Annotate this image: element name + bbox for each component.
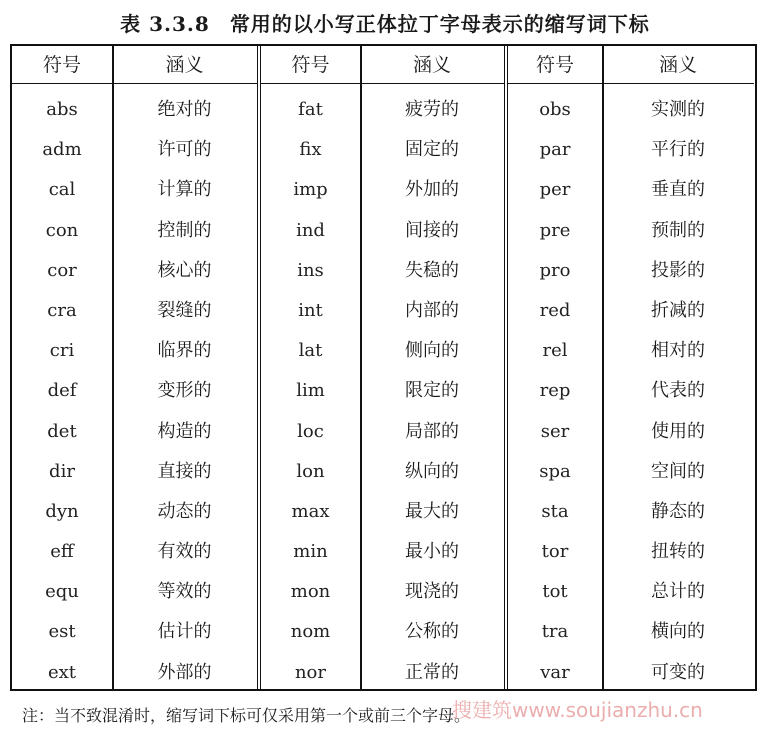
table-row <box>261 532 504 572</box>
abbreviation-cell: lim <box>296 380 325 402</box>
abbreviation-table <box>10 44 757 691</box>
meaning-cell: 核心的 <box>157 259 212 281</box>
table-number: 表 3.3.8 <box>120 12 210 36</box>
abbreviation-cell: tot <box>542 581 568 603</box>
abbreviation-cell: int <box>298 299 323 321</box>
abbreviation-cell: cal <box>48 179 76 201</box>
table-row <box>12 532 257 572</box>
table-row <box>508 331 754 371</box>
table-row <box>508 452 754 492</box>
table-row <box>12 90 257 130</box>
meaning-cell: 横向的 <box>651 621 705 643</box>
meaning-cell: 相对的 <box>651 340 705 362</box>
watermark: 搜建筑www.soujianzhu.cn <box>452 698 703 722</box>
abbreviation-cell: pro <box>539 259 571 281</box>
table-row <box>508 211 754 251</box>
table-row <box>261 130 504 170</box>
table-row <box>508 170 754 210</box>
abbreviation-cell: loc <box>297 420 324 442</box>
abbreviation-cell: rel <box>542 340 568 362</box>
abbreviation-cell: lat <box>298 340 323 362</box>
header-symbol: 符号 <box>42 54 81 76</box>
table-row <box>261 572 504 612</box>
meaning-cell: 预制的 <box>651 219 705 241</box>
table-row <box>508 291 754 331</box>
meaning-cell: 控制的 <box>157 219 212 241</box>
abbreviation-cell: fat <box>298 99 323 120</box>
meaning-cell: 等效的 <box>157 581 212 603</box>
header-meaning: 涵义 <box>658 54 697 76</box>
table-row <box>508 90 754 130</box>
abbreviation-cell: det <box>47 420 77 442</box>
table-row <box>12 130 257 170</box>
meaning-cell: 绝对的 <box>157 99 212 120</box>
table-row <box>261 211 504 251</box>
table-row <box>508 612 754 652</box>
meaning-cell: 垂直的 <box>651 179 705 201</box>
meaning-cell: 局部的 <box>405 420 459 442</box>
table-note: 注：当不致混淆时，缩写词下标可仅采用第一个或前三个字母。 <box>22 706 471 725</box>
abbreviation-cell: pre <box>539 219 571 241</box>
table-row <box>261 653 504 693</box>
meaning-cell: 投影的 <box>651 259 705 281</box>
header-row <box>261 46 504 84</box>
abbreviation-cell: abs <box>46 99 78 120</box>
meaning-cell: 直接的 <box>157 460 212 482</box>
table-title <box>0 8 770 37</box>
abbreviation-cell: rep <box>539 380 571 402</box>
table-row <box>12 412 257 452</box>
header-symbol: 符号 <box>535 54 574 76</box>
table-row <box>508 371 754 411</box>
meaning-cell: 实测的 <box>651 99 705 120</box>
table-row <box>261 90 504 130</box>
column-group-3 <box>504 46 754 689</box>
abbreviation-cell: equ <box>45 581 79 603</box>
table-row <box>12 452 257 492</box>
table-row <box>12 572 257 612</box>
abbreviation-cell: red <box>539 299 571 321</box>
meaning-cell: 代表的 <box>651 380 705 402</box>
abbreviation-cell: nom <box>290 621 331 643</box>
table-row <box>261 412 504 452</box>
abbreviation-cell: sta <box>541 500 569 522</box>
meaning-cell: 间接的 <box>405 219 459 241</box>
abbreviation-cell: eff <box>50 541 74 563</box>
meaning-cell: 变形的 <box>157 380 212 402</box>
abbreviation-cell: def <box>47 380 77 402</box>
table-row <box>12 371 257 411</box>
table-row <box>508 130 754 170</box>
abbreviation-cell: est <box>48 621 76 643</box>
meaning-cell: 外加的 <box>405 179 459 201</box>
abbreviation-cell: lon <box>296 460 325 482</box>
abbreviation-cell: per <box>539 179 571 201</box>
meaning-cell: 静态的 <box>651 500 705 522</box>
meaning-cell: 许可的 <box>157 139 212 161</box>
abbreviation-cell: tra <box>541 621 569 643</box>
abbreviation-cell: par <box>539 139 571 161</box>
header-meaning: 涵义 <box>165 54 204 76</box>
meaning-cell: 总计的 <box>651 581 705 603</box>
meaning-cell: 动态的 <box>157 500 212 522</box>
table-row <box>508 412 754 452</box>
header-row <box>12 46 257 84</box>
abbreviation-cell: ext <box>47 661 77 683</box>
table-row <box>12 331 257 371</box>
table-row <box>261 612 504 652</box>
abbreviation-cell: obs <box>539 99 571 120</box>
meaning-cell: 使用的 <box>651 420 705 442</box>
meaning-cell: 构造的 <box>157 420 212 442</box>
meaning-cell: 临界的 <box>157 340 212 362</box>
table-row <box>508 532 754 572</box>
table-row <box>12 251 257 291</box>
meaning-cell: 内部的 <box>405 299 459 321</box>
meaning-cell: 折减的 <box>651 299 705 321</box>
meaning-cell: 空间的 <box>651 460 705 482</box>
table-row <box>12 612 257 652</box>
table-row <box>508 251 754 291</box>
meaning-cell: 外部的 <box>157 661 212 683</box>
abbreviation-cell: cor <box>47 259 77 281</box>
meaning-cell: 平行的 <box>651 139 705 161</box>
meaning-cell: 疲劳的 <box>405 99 459 120</box>
abbreviation-cell: dir <box>49 460 75 482</box>
table-row <box>261 452 504 492</box>
column-group-1 <box>12 46 257 689</box>
meaning-cell: 最小的 <box>405 541 459 563</box>
table-row <box>261 251 504 291</box>
table-row <box>508 492 754 532</box>
table-row <box>12 653 257 693</box>
meaning-cell: 有效的 <box>157 541 212 563</box>
table-row <box>261 371 504 411</box>
abbreviation-cell: dyn <box>45 500 79 522</box>
abbreviation-cell: ser <box>540 420 570 442</box>
header-meaning: 涵义 <box>412 54 451 76</box>
meaning-cell: 计算的 <box>157 179 212 201</box>
table-row <box>12 170 257 210</box>
header-row <box>508 46 754 84</box>
abbreviation-cell: con <box>45 219 79 241</box>
abbreviation-cell: fix <box>299 139 322 161</box>
table-row <box>12 492 257 532</box>
meaning-cell: 最大的 <box>405 500 459 522</box>
meaning-cell: 估计的 <box>157 621 212 643</box>
table-caption: 常用的以小写正体拉丁字母表示的缩写词下标 <box>229 12 650 36</box>
table-row <box>508 572 754 612</box>
abbreviation-cell: tor <box>541 541 569 563</box>
meaning-cell: 公称的 <box>405 621 459 643</box>
meaning-cell: 正常的 <box>405 661 459 683</box>
abbreviation-cell: imp <box>293 179 328 201</box>
meaning-cell: 限定的 <box>405 380 459 402</box>
abbreviation-cell: cri <box>49 340 75 362</box>
abbreviation-cell: ind <box>296 219 325 241</box>
header-symbol: 符号 <box>291 54 330 76</box>
meaning-cell: 扭转的 <box>651 541 705 563</box>
table-row <box>508 653 754 693</box>
meaning-cell: 现浇的 <box>405 581 459 603</box>
meaning-cell: 侧向的 <box>405 340 459 362</box>
abbreviation-cell: max <box>291 500 330 522</box>
table-row <box>261 170 504 210</box>
table-row <box>261 291 504 331</box>
table-row <box>261 331 504 371</box>
table-row <box>12 211 257 251</box>
meaning-cell: 可变的 <box>651 661 705 683</box>
abbreviation-cell: ins <box>297 259 324 281</box>
abbreviation-cell: cra <box>47 299 77 321</box>
meaning-cell: 裂缝的 <box>157 299 212 321</box>
abbreviation-cell: adm <box>42 139 82 161</box>
table-row <box>12 291 257 331</box>
meaning-cell: 固定的 <box>405 139 459 161</box>
abbreviation-cell: nor <box>294 661 327 683</box>
abbreviation-cell: spa <box>539 460 571 482</box>
abbreviation-cell: mon <box>290 581 331 603</box>
meaning-cell: 纵向的 <box>405 460 459 482</box>
table-row <box>261 492 504 532</box>
abbreviation-cell: var <box>540 661 570 683</box>
meaning-cell: 失稳的 <box>405 259 459 281</box>
abbreviation-cell: min <box>293 541 328 563</box>
column-group-2 <box>257 46 504 689</box>
